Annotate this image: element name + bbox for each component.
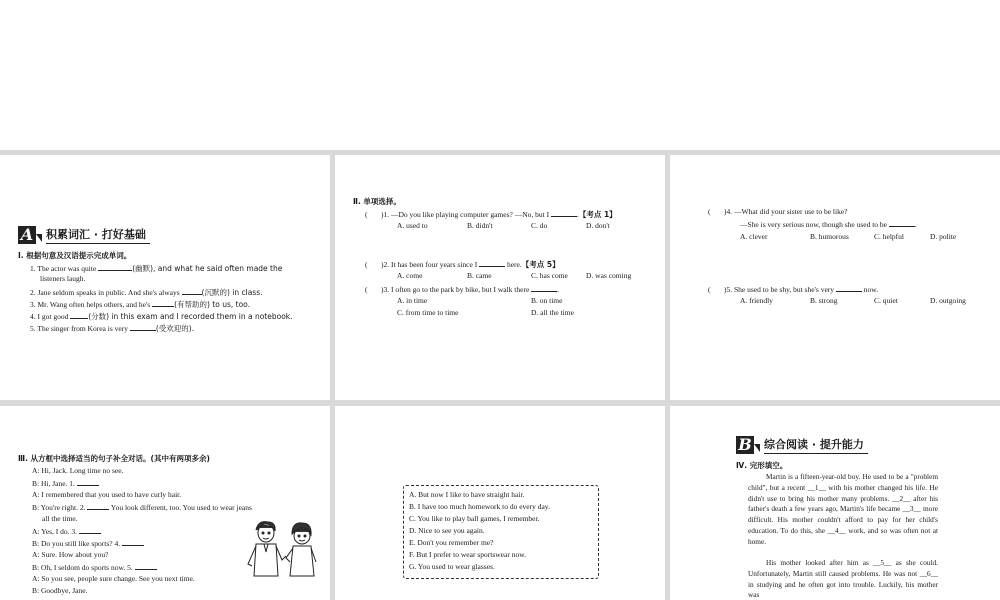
box-option: F. But I prefer to wear sportswear now. [409, 550, 527, 559]
dialogue-line: A: I remembered that you used to have curly hair. [32, 490, 182, 499]
cloze-paragraph: His mother looked after him as __5__ as she could. Unfortunately, Martin still caused problems. He was not __6__ in studying and he often got into trouble. Luckily, his mother was [748, 558, 938, 600]
two-students-illustration [246, 518, 322, 580]
vocab-item: 5. The singer from Korea is very (受欢迎的). [30, 324, 195, 333]
slide-multiple-choice-cont [670, 155, 1000, 400]
box-option: B. I have too much homework to do every day. [409, 502, 550, 511]
box-option: G. You used to wear glasses. [409, 562, 495, 571]
section-title: 综合阅读 · 提升能力 [764, 437, 868, 454]
slide-reading [670, 406, 1000, 600]
slide-multiple-choice [335, 155, 665, 400]
part-title: Ⅳ. 完形填空。 [736, 461, 788, 470]
option: A. clever [740, 232, 768, 241]
slide-vocabulary [0, 155, 330, 400]
slide-options-box [335, 406, 665, 600]
section-letter: A [18, 226, 36, 244]
dialogue-line: B: Goodbye, Jane. [32, 586, 88, 595]
dialogue-line: B: Oh, I seldom do sports now. 5. [32, 562, 157, 573]
option: C. do [531, 221, 548, 230]
vocab-item: 4. I got good (分数) in this exam and I recorded them in a notebook. [30, 312, 293, 321]
dialogue-line: B: Hi, Jane. 1. [32, 478, 99, 489]
vocab-item: 1. The actor was quite (幽默), and what he said often made the [30, 264, 283, 273]
section-a-header [18, 226, 150, 244]
part-title: Ⅲ. 从方框中选择适当的句子补全对话。(其中有两项多余) [18, 454, 210, 463]
option: D. don't [586, 221, 610, 230]
vocab-item: 2. Jane seldom speaks in public. And she's always (沉默的) in class. [30, 288, 263, 297]
dialogue-line: A: So you see, people sure change. See you next time. [32, 574, 195, 583]
section-title: 积累词汇 · 打好基础 [46, 227, 150, 244]
section-b-header [736, 436, 868, 454]
option: A. in time [397, 296, 428, 305]
option: C. from time to time [397, 308, 459, 317]
dialogue-line: B: Do you still like sports? 4. [32, 538, 144, 549]
box-option: D. Nice to see you again. [409, 526, 485, 535]
option: B. humorous [810, 232, 849, 241]
option: D. outgoing [930, 296, 966, 305]
slide-dialogue [0, 406, 330, 600]
option: D. was coming [586, 271, 632, 280]
part-title: Ⅰ. 根据句意及汉语提示完成单词。 [18, 251, 132, 260]
question: ( )4. —What did your sister use to be like? [708, 207, 848, 216]
section-letter: B [736, 436, 754, 454]
dialogue-line: B: You're right. 2. You look different, too. You used to wear jeans [32, 503, 252, 512]
option: B. came [467, 271, 492, 280]
question: ( )3. I often go to the park by bike, but I walk there . [365, 285, 560, 294]
dialogue-line: A: Hi, Jack. Long time no see. [32, 466, 124, 475]
option: C. helpful [874, 232, 904, 241]
option: B. didn't [467, 221, 493, 230]
option: C. has come [531, 271, 568, 280]
option: C. quiet [874, 296, 898, 305]
question-line: —She is very serious now, though she used to be . [740, 220, 917, 229]
dialogue-line: A: Yes, I do. 3. [32, 526, 101, 537]
top-blank-area [0, 0, 1000, 150]
option: D. all the time [531, 308, 574, 317]
part-title: Ⅱ. 单项选择。 [353, 197, 401, 206]
box-option: A. But now I like to have straight hair. [409, 490, 525, 499]
option: D. polite [930, 232, 957, 241]
vocab-item-cont: listeners laugh. [40, 274, 86, 283]
box-option: C. You like to play ball games, I remember. [409, 514, 540, 523]
section-arrow-icon [36, 234, 42, 242]
question: ( )1. —Do you like playing computer games? —No, but I .【考点 1】 [365, 210, 617, 219]
option: B. on time [531, 296, 563, 305]
option: A. friendly [740, 296, 773, 305]
section-arrow-icon [754, 444, 760, 452]
vocab-item: 3. Mr. Wang often helps others, and he's (有帮助的) to us, too. [30, 300, 251, 309]
question: ( )2. It has been four years since I here.【考点 5】 [365, 260, 560, 269]
option: B. strong [810, 296, 838, 305]
cloze-paragraph: Martin is a fifteen-year-old boy. He used to be a "problem child", but a recent __1__ with his mother changed his life. He didn't use to bring his mother many problems. __2__ after his father's death a few years ago, Martin's life became __3__ more difficult. His mother couldn't afford to pay for her child's education. To do this, she __4__ work, and so was often not at home. [748, 472, 938, 546]
option: A. used to [397, 221, 428, 230]
dialogue-line: A: Sure. How about you? [32, 550, 109, 559]
option: A. come [397, 271, 423, 280]
question: ( )5. She used to be shy, but she's very now. [708, 285, 879, 294]
dialogue-line: all the time. [42, 514, 78, 523]
box-option: E. Don't you remember me? [409, 538, 494, 547]
